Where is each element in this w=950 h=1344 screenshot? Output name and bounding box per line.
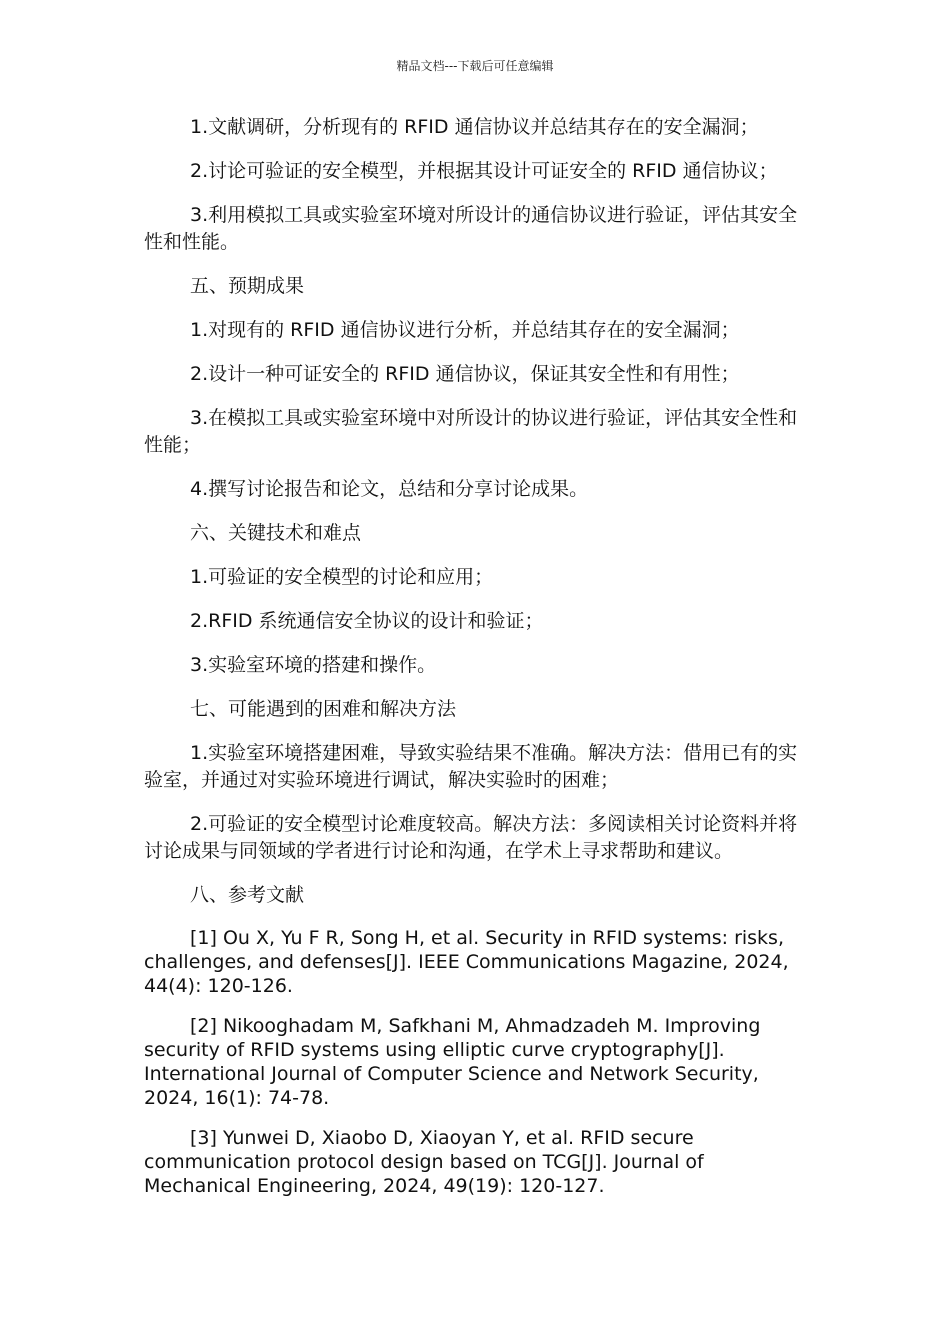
page-header-watermark: 精品文档---下载后可任意编辑 xyxy=(396,59,554,73)
difficulty-item: 1.实验室环境搭建困难，导致实验结果不准确。解决方法：借用已有的实验室，并通过对实验环境进行调试，解决实验时的困难； xyxy=(144,742,798,791)
content-item: 1.文献调研，分析现有的 RFID 通信协议并总结其存在的安全漏洞； xyxy=(190,116,759,138)
expected-result-item: 1.对现有的 RFID 通信协议进行分析，并总结其存在的安全漏洞； xyxy=(190,319,740,341)
expected-result-item: 2.设计一种可证安全的 RFID 通信协议，保证其安全性和有用性； xyxy=(190,363,740,385)
reference-item: [3] Yunwei D, Xiaobo D, Xiaoyan Y, et al. RFID secure communication protocol design based on TCG[J]. Journal of Mechanical Engineering, 2024, 49(19): 120-127. xyxy=(144,1127,704,1197)
section-heading-key-technologies: 六、关键技术和难点 xyxy=(190,522,362,544)
key-technology-item: 3.实验室环境的搭建和操作。 xyxy=(190,654,437,676)
expected-result-item: 4.撰写讨论报告和论文，总结和分享讨论成果。 xyxy=(190,478,589,500)
difficulty-item: 2.可验证的安全模型讨论难度较高。解决方法：多阅读相关讨论资料并将讨论成果与同领域的学者进行讨论和沟通，在学术上寻求帮助和建议。 xyxy=(144,813,798,862)
reference-item: [1] Ou X, Yu F R, Song H, et al. Security in RFID systems: risks, challenges, and defenses[J]. IEEE Communications Magazine, 2024, 44(4): 120-126. xyxy=(144,927,789,997)
section-heading-expected-results: 五、预期成果 xyxy=(190,275,305,297)
content-item: 3.利用模拟工具或实验室环境对所设计的通信协议进行验证，评估其安全性和性能。 xyxy=(144,204,798,253)
section-heading-references: 八、参考文献 xyxy=(190,884,305,906)
expected-result-item: 3.在模拟工具或实验室环境中对所设计的协议进行验证，评估其安全性和性能； xyxy=(144,407,798,456)
content-item: 2.讨论可验证的安全模型，并根据其设计可证安全的 RFID 通信协议； xyxy=(190,160,778,182)
section-heading-difficulties: 七、可能遇到的困难和解决方法 xyxy=(190,698,457,720)
document-body xyxy=(144,114,804,1214)
reference-item: [2] Nikooghadam M, Safkhani M, Ahmadzadeh M. Improving security of RFID systems using elliptic curve cryptography[J]. International Journal of Computer Science and Network Security, 2024, 16(1): 74-78. xyxy=(144,1015,761,1109)
key-technology-item: 1.可验证的安全模型的讨论和应用； xyxy=(190,566,494,588)
key-technology-item: 2.RFID 系统通信安全协议的设计和验证； xyxy=(190,610,544,632)
